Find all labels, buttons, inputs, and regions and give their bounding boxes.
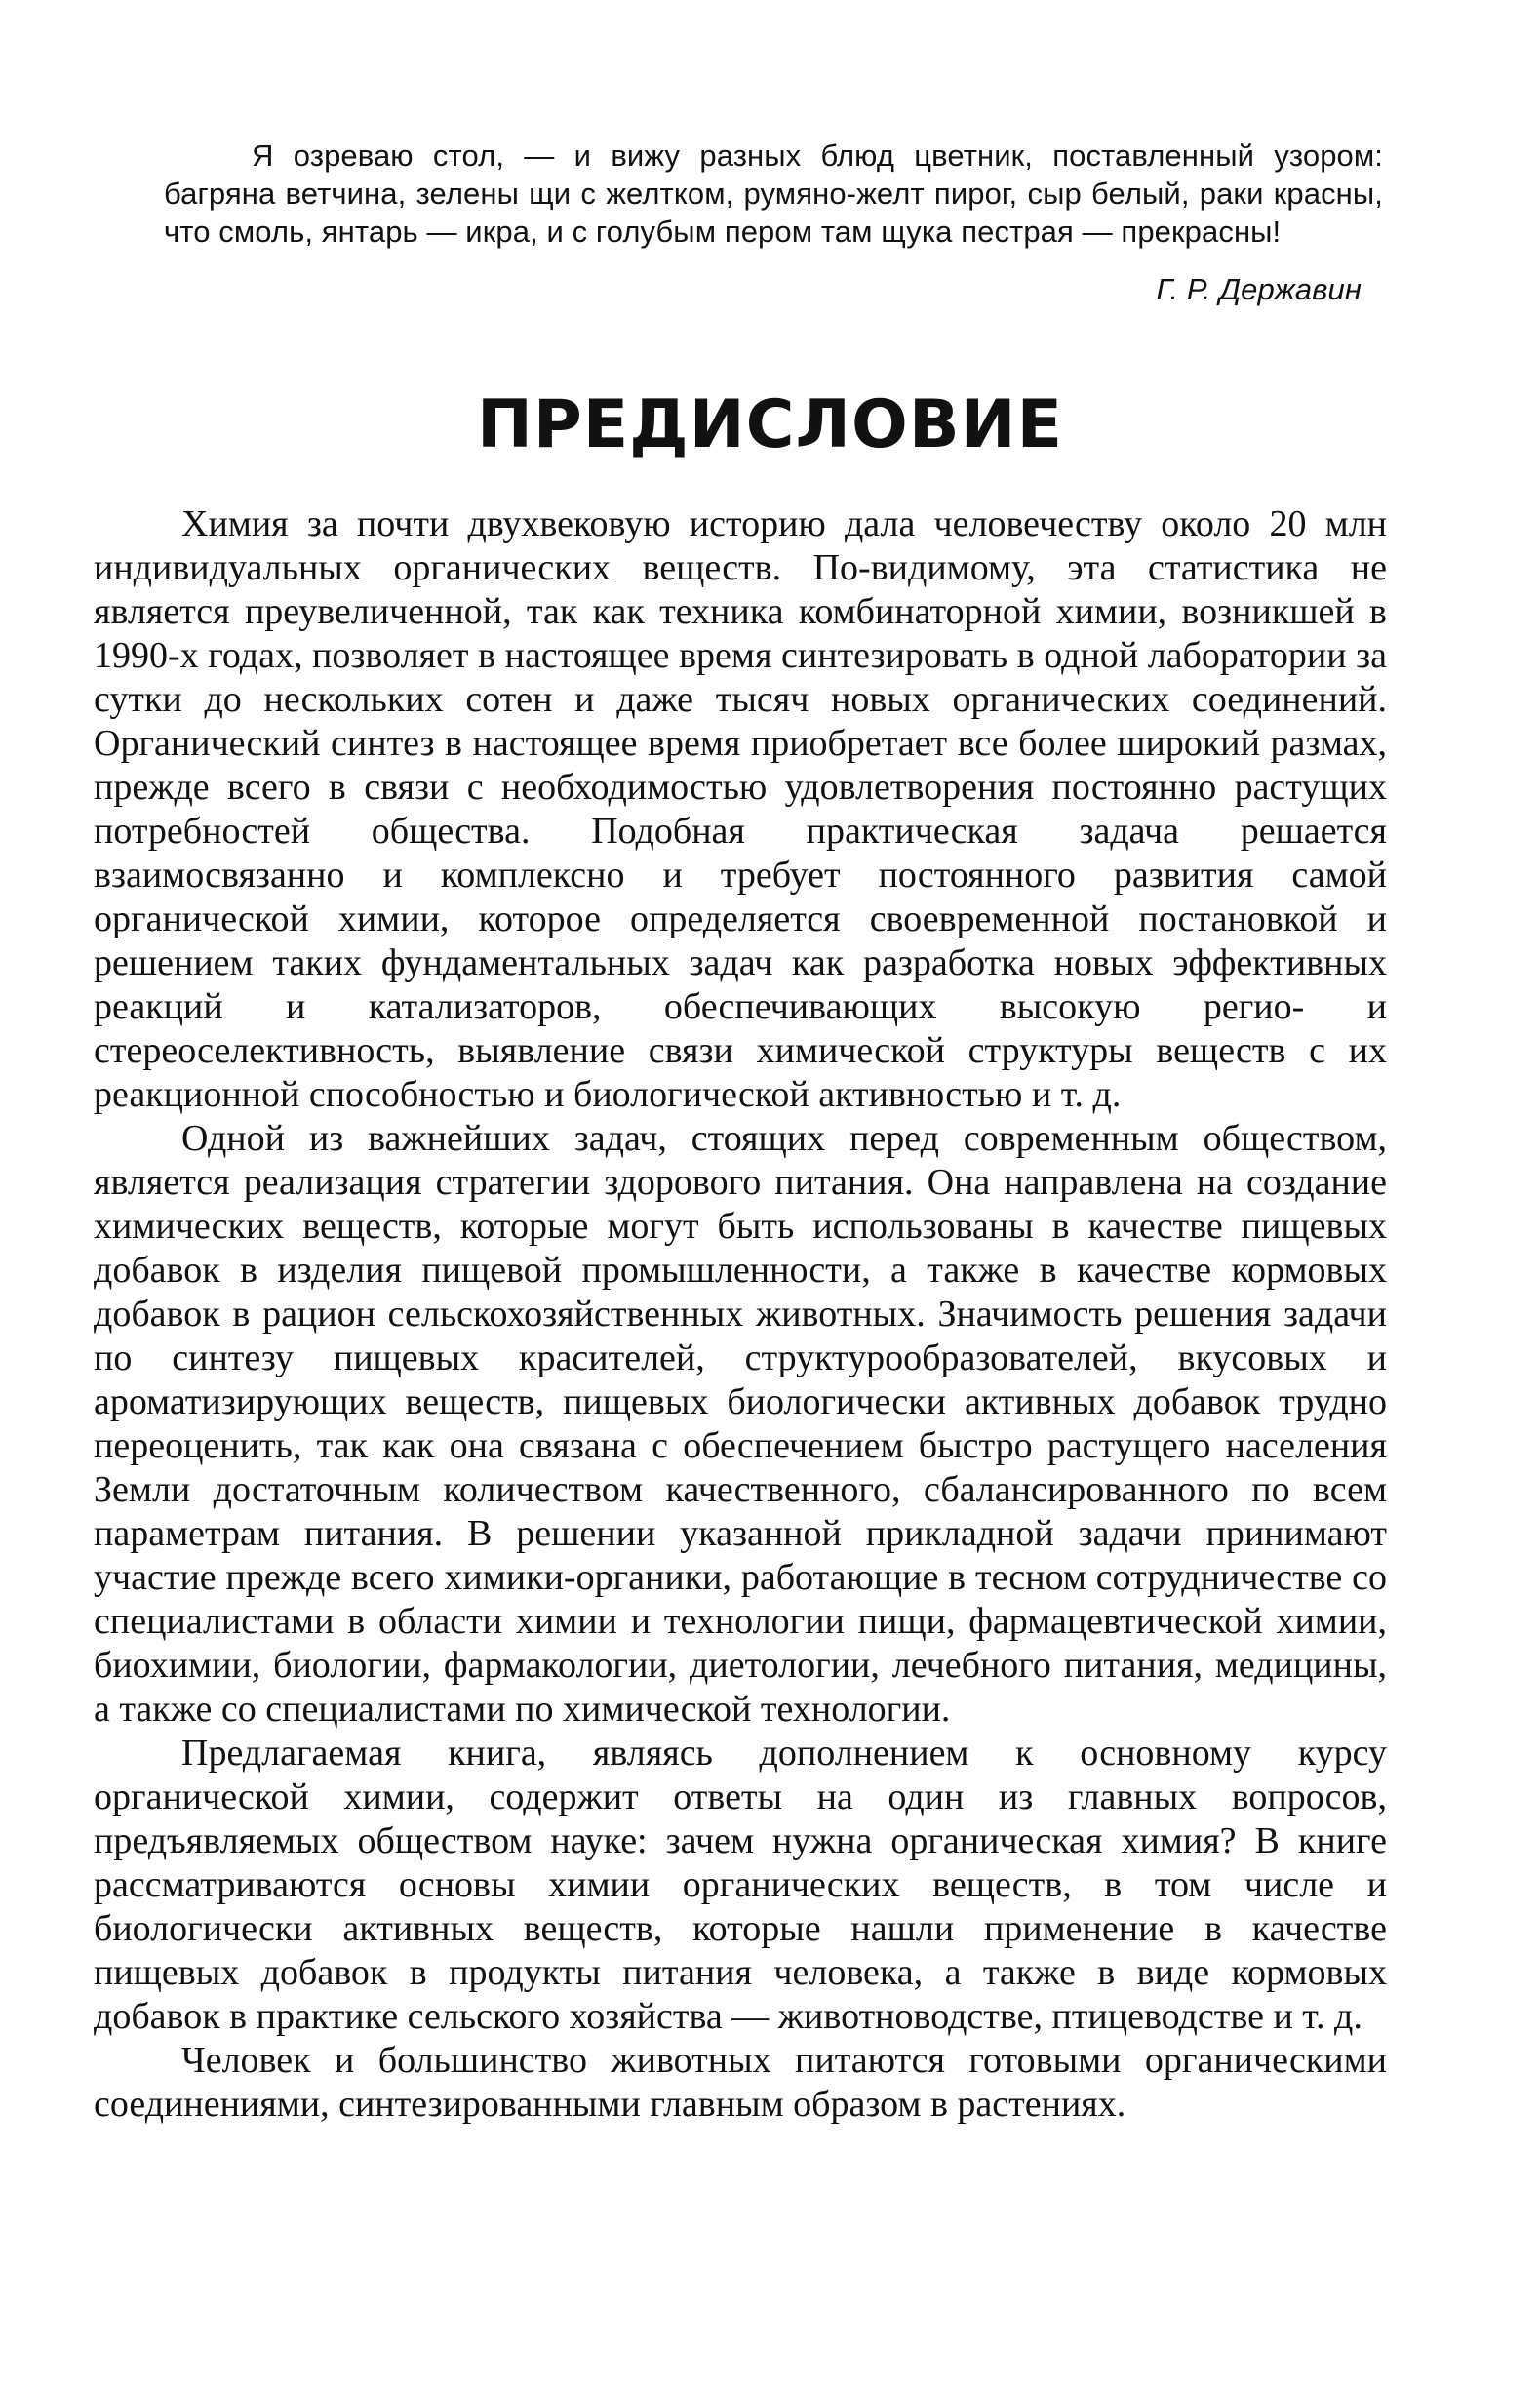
paragraph: Одной из важнейших задач, стоящих перед современным обществом, является реализация стратегии здорового питания. Она направлена на создание химических веществ, которые могут быть использованы в качестве пищевых добавок в изделия пищевой промышленности, а также в качестве кормовых добавок в рацион сельскохозяйственных животных. Значимость решения задачи по синтезу пищевых красителей, структурообразователей, вкусовых и ароматизирующих веществ, пищевых биологически активных добавок трудно переоценить, так как она связана с обеспечением быстро растущего населения Земли достаточным количеством качественного, сбалансированного по всем параметрам питания. В решении указанной прикладной задачи принимают участие прежде всего химики-органики, работающие в тесном сотрудничестве со специалистами в области химии и технологии пищи, фармацевтической химии, биохимии, биологии, фармакологии, диетологии, лечебного питания, медицины, а также со специалистами по химической технологии. xyxy=(94,1118,1387,1730)
epigraph xyxy=(164,137,1383,308)
page-title: ПРЕДИСЛОВИЕ xyxy=(476,386,1064,463)
body-text xyxy=(94,502,1387,2127)
epigraph-text: Я озреваю стол, — и вижу разных блюд цветник, поставленный узором: багряна ветчина, зелены щи с желтком, румяно-желт пирог, сыр белый, раки красны, что смоль, янтарь — икра, и с голубым пером там щука пестрая — прекрасны! xyxy=(164,139,1383,249)
paragraph: Предлагаемая книга, являясь дополнением к основному курсу органической химии, содержит ответы на один из главных вопросов, предъявляемых обществом науке: зачем нужна органическая химия? В книге рассматриваются основы химии органических веществ, в том числе и биологически активных веществ, которые нашли применение в качестве пищевых добавок в продукты питания человека, а также в виде кормовых добавок в практике сельского хозяйства — животноводстве, птицеводстве и т. д. xyxy=(94,1733,1387,2037)
epigraph-author: Г. Р. Державин xyxy=(1156,272,1362,306)
paragraph: Человек и большинство животных питаются готовыми органическими соединениями, синтезированными главным образом в растениях. xyxy=(94,2040,1387,2125)
paragraph: Химия за почти двухвековую историю дала человечеству около 20 млн индивидуальных органических веществ. По-видимому, эта статистика не является преувеличенной, так как техника комбинаторной химии, возникшей в 1990-х годах, позволяет в настоящее время синтезировать в одной лаборатории за сутки до нескольких сотен и даже тысяч новых органических соединений. Органический синтез в настоящее время приобретает все более широкий размах, прежде всего в связи с необходимостью удовлетворения постоянно растущих потребностей общества. Подобная практическая задача решается взаимосвязанно и комплексно и требует постоянного развития самой органической химии, которое определяется своевременной постановкой и решением таких фундаментальных задач как разработка новых эффективных реакций и катализаторов, обеспечивающих высокую регио- и стереоселективность, выявление связи химической структуры веществ с их реакционной способностью и биологической активностью и т. д. xyxy=(94,503,1387,1115)
